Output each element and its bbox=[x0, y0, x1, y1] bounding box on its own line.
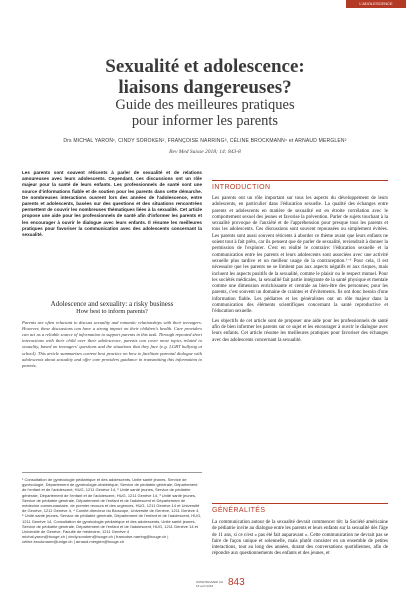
introduction-paragraph: Les parents ont un rôle important sur tous les aspects du développement de leurs adolescents, en particulier dans l'éducation sexuelle. La qualité des échanges entre parents et adolescents en matière de sexualité est en étroite corrélation avec le comportement sexuel des jeunes et favorise la prévention. Parler de sujets touchant à la sexualité provoque de l'anxiété et de l'appréhension pour presque tous les parents et tous les adolescents. Ces discussions sont souvent repoussées ou simplement évitées. Les parents sont aussi souvent réticents à aborder ce thème avant que leurs enfants ne soient tout à fait prêts, car ils pensent que de parler de sexualité, reviendrait à donner la permission de l'explorer. C'est en réalité le contraire: l'éducation sexuelle et la communication entre les parents et leurs adolescents sont associées avec une activité sexuelle plus tardive et un meilleur usage de la contraception.¹⁻³ Pour cela, il est nécessaire que les parents ne se limitent pas aux aspects négatifs et aux risques, mais incluent les aspects positifs de la sexualité, comme le plaisir ou le respect mutuel. Pour les sociétés médicales, la sexualité fait partie intégrante de la santé physique et mentale comme une dimension enrichissante et centrale au bien-être des personnes; pour les parents, c'est souvent un domaine de craintes et d'évitements. Ils ont donc besoin d'une information fiable. Les pédiatres et les généralistes ont un rôle majeur dans la communication des éléments scientifiques concernant la santé reproductive et l'éducation sexuelle. bbox=[212, 196, 388, 315]
journal-reference: Rev Med Suisse 2018; 14: 843-8 bbox=[169, 149, 241, 155]
article-subtitle: Guide des meilleures pratiques pour informer les parents bbox=[115, 97, 295, 129]
french-summary: Les parents sont souvent réticents à parler de sexualité et de relations amoureuses avec leurs adolescents. Cependant, ces discussions ont un rôle majeur pour la santé de leurs enfants. Les professionnels de santé sont une source d'informations fiable et de soutien pour les parents dans cette démarche. De nombreuses interactions ouvrent lors des années de l'adolescence, entre parents et adolescents, basées sur des questions et des situations rencontrées permettent de couvrir les nombreuses thématiques liées à la sexualité. Cet article propose une aide pour les professionnels de santé afin d'informer les parents et les encourager à ouvrir le dialogue avec leurs enfants. Il résume les meilleures pratiques pour favoriser la communication avec des adolescents concernant la sexualité. bbox=[22, 170, 202, 238]
introduction-body bbox=[212, 196, 388, 344]
authors: Drs MICHAL YARON¹, CINDY SOROKEN², FRANÇOISE NARRING³, CÉLINE BROCKMANN⁴ et ARNAUD MERGLEN² bbox=[63, 138, 347, 144]
generalites-body: La communication autour de la sexualité devrait commencer tôt: la Société américaine de pédiatrie invite au dialogue entre les parents et leurs enfants sur la sexualité dès l'âge de 11 ans, si ce n'est « pas été fait auparavant ». Cette communication ne devrait pas se faire de façon unique et solennelle, mais plutôt consister en un ensemble de petites interactions, tout au long des années, durant des conversations quotidiennes, afin de répondre aux questionnements des enfants et des jeunes, et bbox=[212, 520, 388, 557]
english-subtitle: How best to inform parents? bbox=[76, 308, 148, 315]
footer-site: WWW.REVMED.CH bbox=[196, 580, 224, 584]
section-label: L'ADOLESCENCE bbox=[346, 0, 406, 8]
generalites-heading: GÉNÉRALITÉS bbox=[212, 503, 388, 514]
english-title: Adolescence and sexuality: a risky business bbox=[50, 300, 174, 308]
english-text: Parents are often reluctant to discuss sexuality and romantic relationships with their teenagers. However, these discussions can have a strong impact on their children's health. Care providers can act as a reliable source of information to support parents in this task. Through repeated short interactions with their child over their adolescence, parents can cover most topics related to sexuality, based on teenagers' questions and the situations that they face (e.g. LGBT bullying at school). This article summarizes current best practice on how to facilitate parental dialogue with adolescents about sexuality and offer care providers guidance in transmitting this information to parents. bbox=[22, 319, 202, 368]
introduction-paragraph: Les objectifs de cet article sont de proposer une aide pour les professionnels de santé afin de bien informer les parents sur ce sujet et les encourager à ouvrir le dialogue avec leurs enfants. Cet article résume les meilleures pratiques pour favoriser des échanges avec des adolescents concernant la sexualité. bbox=[212, 318, 388, 343]
footer-info bbox=[196, 580, 223, 588]
introduction-heading: INTRODUCTION bbox=[212, 180, 388, 191]
article-title: Sexualité et adolescence: liaisons dangereuses? bbox=[105, 56, 305, 98]
english-abstract bbox=[22, 300, 202, 369]
footer-date: 18 avril 2018 bbox=[196, 584, 214, 588]
affiliation-footnotes: ¹ Consultation de gynécologie pédiatrique et des adolescents, Unité santé jeunes, Service de gynécologie, Département de gynécologie-obstétrique, Service de pédiatrie générale, Département de l'enfant et de l'adolescent, HUG, 1211 Genève 14, ² Unité santé jeunes, Service de pédiatrie générale, Département de l'enfant et de l'adolescent, HUG, 1211 Genève 14, ³ Unité santé jeunes, Service de pédiatrie générale, Département de l'enfant et de l'adolescent et Département de médecine communautaire, de premier recours et des urgences, HUG, 1211 Genève 14 et Université de Genève, 1211 Genève 4, ⁴ Comité directeur du Bioscope, Université de Genève, 1211 Genève 4, ⁵ Unité santé jeunes, Service de pédiatrie générale, Département de l'enfant et de l'adolescent, HUG, 1211 Genève 14, Consultation de gynécologie pédiatrique et des adolescents, Unité santé jeunes, Service de pédiatrie générale, Département de l'enfant et de l'adolescent, HUG, 1211 Genève 14 et Université de Genève, Faculté de médecine, 1211 Genève 4 michal.yaron@hcuge.ch | cindy.soroken@hcuge.ch | francoise.narring@hcuge.ch | celine.brockmann@unige.ch | arnaud.merglen@hcuge.ch bbox=[22, 472, 202, 545]
page-number: 843 bbox=[228, 577, 245, 588]
